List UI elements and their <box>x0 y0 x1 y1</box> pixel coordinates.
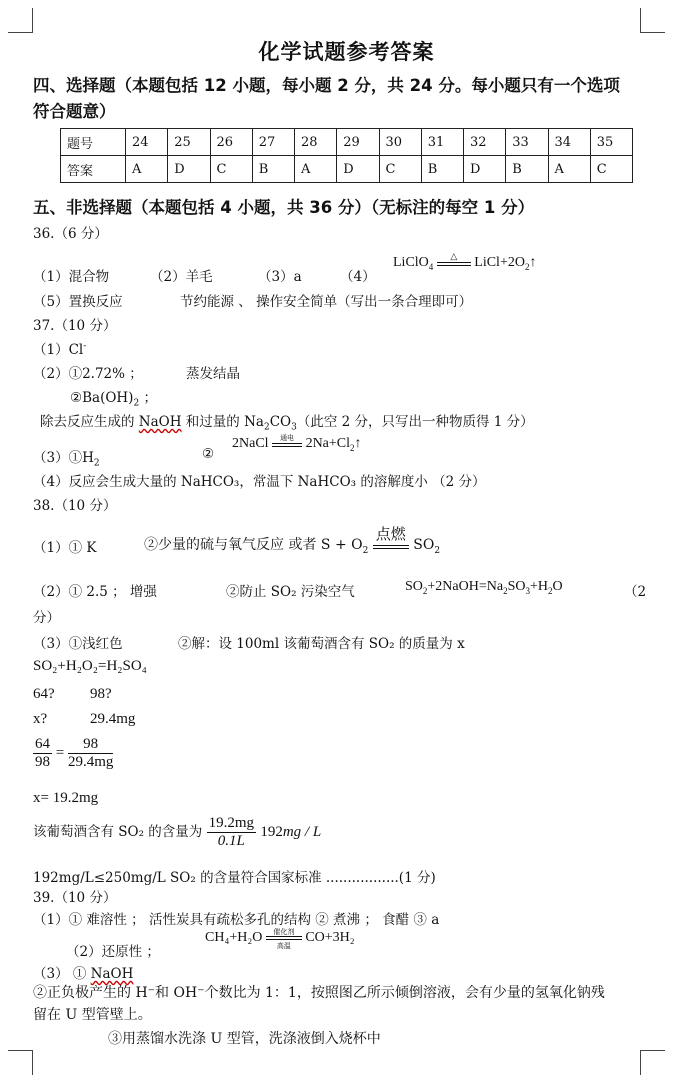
sub: 2 <box>263 422 270 433</box>
t: +2NaOH=Na <box>427 579 504 594</box>
q36-ans-2: （2）羊毛 <box>150 269 213 285</box>
naoh-text: NaOH <box>90 966 134 982</box>
q37-ans-1 <box>33 338 86 358</box>
fraction <box>68 736 113 771</box>
q38-ratio-2b: 29.4mg <box>90 711 136 727</box>
gas-arrow: ↑ <box>529 255 537 270</box>
denominator: 29.4mg <box>67 754 114 770</box>
numerator: 19.2mg <box>208 815 255 831</box>
table-cell: 26 <box>210 129 252 156</box>
table-cell: 34 <box>548 129 590 156</box>
q38-equation <box>405 579 563 596</box>
answer-table <box>60 128 633 183</box>
q38-ratio-1a: 64? <box>33 686 55 702</box>
temperature-condition: 高温 <box>276 941 291 950</box>
text: 和过量的 Na <box>181 414 264 430</box>
s: 3 <box>525 585 530 596</box>
q37-ans-3a <box>33 446 100 469</box>
denominator: 0.1L <box>217 833 245 849</box>
q39-ans-3d: ③用蒸馏水洗涤 U 型管，洗涤液倒入烧杯中 <box>108 1031 381 1047</box>
q38-head: 38.（10 分） <box>33 498 117 514</box>
section-4-heading-cont: 符合题意） <box>33 102 116 121</box>
eq-sub: 4 <box>428 261 434 272</box>
q39-ans-2: （2）还原性 ； <box>66 944 160 960</box>
q38-ans-2b: ②防止 SO₂ 污染空气 <box>226 584 355 600</box>
row-label-number: 题号 <box>61 129 126 156</box>
fraction <box>207 815 256 850</box>
q38-result: x= 19.2mg <box>33 790 99 806</box>
q39-ans-3c: 留在 U 型管壁上。 <box>33 1007 152 1023</box>
table-row-answers <box>61 156 633 183</box>
q37-ans-2b: 蒸发结晶 <box>186 366 240 382</box>
electrolysis-condition: 通电 <box>280 434 295 442</box>
text: （3） ① <box>33 966 91 982</box>
eq-text: LiCl+2O <box>474 255 525 270</box>
table-cell: B <box>506 156 548 183</box>
page-title: 化学试题参考答案 <box>258 39 435 64</box>
q39-ans-3b: ②正负极产生的 H⁻和 OH⁻个数比为 1：1，按照图乙所示倾倒溶液，会有少量的氢氧化钠残 <box>33 985 605 1001</box>
table-cell: 33 <box>506 129 548 156</box>
q38-score-cont: 分） <box>33 610 60 626</box>
q39-head: 39.（10 分） <box>33 890 117 906</box>
table-cell: D <box>168 156 210 183</box>
q38-ratio-1b: 98? <box>90 686 112 702</box>
section-4-heading: 四、选择题（本题包括 12 小题，每小题 2 分，共 24 分。每小题只有一个选项 <box>33 76 620 95</box>
ignite-condition: 点燃 <box>375 525 406 543</box>
q38-ans-3b: ②解：设 100ml 该葡萄酒含有 SO₂ 的质量为 x <box>178 636 465 652</box>
t: SO <box>507 579 526 594</box>
q38-conclusion: 192mg/L≤250mg/L SO₂ 的含量符合国家标准 .................(1 分) <box>33 870 436 886</box>
text: ； <box>139 390 157 406</box>
q39-ans-3a <box>33 962 133 982</box>
table-cell: 27 <box>252 129 294 156</box>
table-cell: B <box>252 156 294 183</box>
table-cell: D <box>337 156 379 183</box>
table-cell: 30 <box>379 129 421 156</box>
q36-ans-5: （5）置换反应 <box>33 294 123 310</box>
q38-ans-1a: （1）① K <box>33 540 97 556</box>
sub: 2 <box>434 545 441 556</box>
sub: 3 <box>291 422 297 433</box>
table-cell: C <box>210 156 252 183</box>
eq-text: 2Na+Cl <box>305 436 351 451</box>
table-cell: B <box>421 156 463 183</box>
s: 2 <box>548 585 553 596</box>
value: 192 <box>260 824 283 840</box>
table-cell: A <box>548 156 590 183</box>
crop-mark-bottom-left <box>8 1050 33 1075</box>
row-label-answer: 答案 <box>61 156 126 183</box>
q39-ans-1: （1）① 难溶性 ； 活性炭具有疏松多孔的结构 ② 煮沸 ； 食醋 ③ a <box>33 912 440 928</box>
q36-ans-3: （3）a <box>258 269 302 285</box>
catalyst-condition: 催化剂 <box>273 927 295 936</box>
q38-ans-1b <box>144 525 441 556</box>
sub: 2 <box>350 442 355 453</box>
sub: 2 <box>362 545 369 556</box>
q38-ratio-2a: x? <box>33 711 48 727</box>
q36-head: 36.（6 分） <box>33 226 108 242</box>
table-cell: 28 <box>295 129 337 156</box>
crop-mark-top-left <box>8 8 33 33</box>
table-cell: 24 <box>126 129 168 156</box>
s: 2 <box>422 585 428 596</box>
q38-ans-3a: （3）①浅红色 <box>33 636 123 652</box>
t: SO <box>405 579 423 594</box>
table-cell: 31 <box>421 129 463 156</box>
eq-text: CO+3H₂ <box>305 930 355 945</box>
q38-ans-2a: （2）① 2.5 ； 增强 <box>33 584 157 600</box>
eq-text: 2NaCl <box>232 436 269 451</box>
q39-equation <box>205 927 355 950</box>
q36-ans-1: （1）混合物 <box>33 269 110 285</box>
q38-proportion <box>33 736 113 771</box>
table-row-numbers <box>61 129 633 156</box>
table-cell: 25 <box>168 129 210 156</box>
section-5-heading: 五、非选择题（本题包括 4 小题，共 36 分）（无标注的每空 1 分） <box>33 198 535 217</box>
s: 2 <box>503 585 508 596</box>
numerator: 64 <box>35 736 50 752</box>
q37-ans-2a: （2）①2.72% ； <box>33 366 143 382</box>
q38-reaction: SO₂+H₂O₂=H₂SO₄ <box>33 658 147 674</box>
eq-sub: 2 <box>524 261 530 272</box>
sub: 2 <box>93 458 100 469</box>
fraction <box>33 736 52 771</box>
table-cell: A <box>126 156 168 183</box>
text: 除去反应生成的 <box>40 414 139 430</box>
q37-head: 37.（10 分） <box>33 318 117 334</box>
q36-ans-5b: 节约能源 、 操作安全简单（写出一条合理即可） <box>180 294 473 310</box>
text: （1）Cl <box>33 342 84 358</box>
crop-mark-top-right <box>640 8 665 33</box>
q36-equation <box>393 251 537 272</box>
table-cell: 29 <box>337 129 379 156</box>
text: ②Ba(OH) <box>70 390 134 406</box>
q38-score: （2 <box>624 584 647 600</box>
q37-ans-3b: ② <box>202 446 215 462</box>
eq-text: LiClO <box>393 255 429 270</box>
q37-equation <box>232 436 362 453</box>
numerator: 98 <box>68 736 113 754</box>
table-cell: C <box>379 156 421 183</box>
text: ②少量的硫与氧气反应 或者 S + O <box>144 537 363 553</box>
text: SO <box>413 537 435 553</box>
heat-symbol: △ <box>450 251 458 261</box>
gas-arrow: ↑ <box>354 436 362 451</box>
t: O <box>552 579 563 594</box>
equals: = <box>55 744 65 761</box>
table-cell: 32 <box>464 129 506 156</box>
q37-ans-4: （4）反应会生成大量的 NaHCO₃，常温下 NaHCO₃ 的溶解度小 （2 分） <box>33 474 486 490</box>
table-cell: D <box>464 156 506 183</box>
table-cell: C <box>590 156 632 183</box>
text: CO <box>269 414 292 430</box>
naoh-text: NaOH <box>138 414 182 430</box>
denominator: 98 <box>35 754 50 770</box>
q37-ans-2c <box>70 386 157 409</box>
text: （此空 2 分，只写出一种物质得 1 分） <box>296 414 534 430</box>
sub: 2 <box>133 398 140 409</box>
table-cell: 35 <box>590 129 632 156</box>
t: +H <box>529 579 548 594</box>
table-cell: A <box>295 156 337 183</box>
eq-text: CH₄+H₂O <box>205 930 263 945</box>
q36-ans-4: （4） <box>340 269 376 285</box>
text: （3）①H <box>33 450 94 466</box>
text: 该葡萄酒含有 SO₂ 的含量为 <box>33 824 203 840</box>
q37-ans-2d <box>40 410 534 433</box>
sup: - <box>83 341 87 352</box>
unit: mg / L <box>282 824 322 840</box>
q38-content <box>33 815 321 850</box>
crop-mark-bottom-right <box>640 1050 665 1075</box>
